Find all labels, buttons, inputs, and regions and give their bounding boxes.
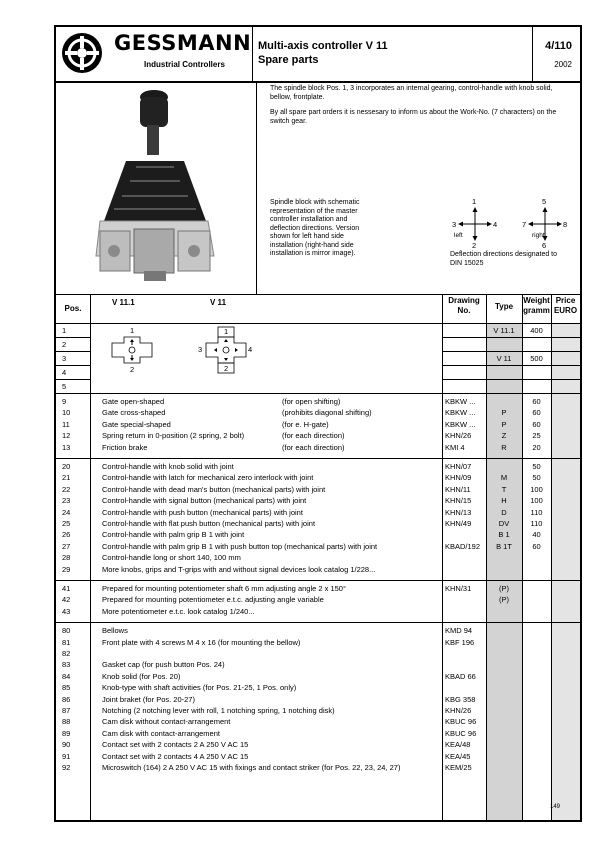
order-note: By all spare part orders it is nessesary to inform us about the Work-No. (7 characters) on the switch gear. xyxy=(270,109,557,125)
group-divider xyxy=(56,622,580,623)
row-pos: 24 xyxy=(62,507,71,517)
dir-label: 2 xyxy=(472,241,477,250)
v11-schematic xyxy=(196,325,256,375)
row-line xyxy=(56,365,90,366)
dir-label: 8 xyxy=(563,220,568,229)
row-description: Prepared for mounting potentiometer e.t.c. adjusting angle variable xyxy=(102,595,324,605)
row-pos: 85 xyxy=(62,683,71,693)
row-weight: 50 xyxy=(532,462,541,471)
row-drawing-no: KHN/49 xyxy=(445,519,472,528)
row-drawing-no: KBKW ... xyxy=(445,419,476,429)
row-drawing-no: KHN/11 xyxy=(445,484,471,494)
row-description: Cam disk with contact-arrangement xyxy=(102,728,220,738)
row-weight: 25 xyxy=(532,431,541,441)
row-pos: 42 xyxy=(62,595,71,605)
row-description: Control-handle with dead man's button (mechanical parts) with joint xyxy=(102,484,326,494)
row-description: Control-handle with push button (mechanical parts) with joint xyxy=(102,507,303,517)
row-description: Control-handle with palm grip B 1 with joint xyxy=(102,530,245,540)
row-description: Control-handle long or short 140, 100 mm xyxy=(102,553,241,563)
row-note: (for each direction) xyxy=(282,431,345,441)
row-pos: 84 xyxy=(62,671,71,681)
row-drawing-no: KHN/15 xyxy=(445,496,472,506)
row-pos: 2 xyxy=(62,340,67,349)
row-weight: 110 xyxy=(530,519,543,528)
row-type: Z xyxy=(501,431,507,441)
row-description: Notching (2 notching lever with roll, 1 notching spring, 1 notching disk) xyxy=(102,706,335,715)
row-description: Spring return in 0-position (2 spring, 2 bolt) xyxy=(102,431,245,441)
row-line xyxy=(442,337,580,338)
row-description: Contact set with 2 contacts 4 A 250 V AC 15 xyxy=(102,751,249,761)
row-drawing-no: KBF 196 xyxy=(445,637,475,647)
row-type: V 11 xyxy=(496,354,512,363)
row-pos: 28 xyxy=(62,553,71,563)
schema-label: 3 xyxy=(198,345,203,354)
row-drawing-no: KEA/45 xyxy=(445,751,471,761)
row-pos: 41 xyxy=(62,584,71,593)
row-weight: 60 xyxy=(532,419,541,429)
brand-subtitle: Industrial Controllers xyxy=(144,60,225,69)
row-line xyxy=(56,379,90,380)
row-note: (for each direction) xyxy=(282,442,345,452)
deflection-note: Deflection directions designated to DIN 15025 xyxy=(450,251,558,267)
dir-label: 5 xyxy=(542,197,547,206)
footer-page-number: 149 xyxy=(549,804,560,810)
row-pos: 9 xyxy=(62,397,67,406)
row-pos: 88 xyxy=(62,717,71,727)
title-cell xyxy=(252,27,533,81)
schema-label: 2 xyxy=(224,364,229,373)
row-drawing-no: KHN/09 xyxy=(445,473,472,483)
dir-label: 4 xyxy=(493,220,498,229)
col-v11: V 11 xyxy=(210,298,227,307)
row-description: Contact set with 2 contacts 2 A 250 V AC 15 xyxy=(102,740,249,750)
row-description: More knobs, grips and T-grips with and without signal devices look catalog 1/228... xyxy=(102,564,376,574)
row-pos: 81 xyxy=(62,637,71,647)
row-description: Gate cross-shaped xyxy=(102,408,166,418)
row-pos: 43 xyxy=(62,606,71,616)
col-pos: Pos. xyxy=(64,304,82,313)
row-description: Control-handle with knob solid with joint xyxy=(102,462,234,471)
col-weight: Weight xyxy=(523,296,550,305)
row-description: Front plate with 4 screws M 4 x 16 (for mounting the bellow) xyxy=(102,637,301,647)
row-type: R xyxy=(501,442,507,452)
row-pos: 26 xyxy=(62,530,71,540)
row-pos: 10 xyxy=(62,408,71,418)
row-drawing-no: KBUC 96 xyxy=(445,728,477,738)
dir-label: 6 xyxy=(542,241,547,250)
row-pos: 90 xyxy=(62,740,71,750)
row-type: D xyxy=(501,507,507,517)
row-drawing-no: KBKW ... xyxy=(445,397,476,406)
row-pos: 91 xyxy=(62,751,71,761)
row-drawing-no: KHN/26 xyxy=(445,431,472,441)
schema-label: 2 xyxy=(130,365,135,374)
col-weight-2: gramm xyxy=(523,306,550,315)
gessmann-logo xyxy=(62,33,102,73)
row-note: (for e. H-gate) xyxy=(282,419,329,429)
row-description: Prepared for mounting potentiometer shaft 6 mm adjusting angle 2 x 150° xyxy=(102,584,346,593)
row-type: M xyxy=(500,473,508,483)
column-divider xyxy=(442,294,443,820)
page-subtitle: Spare parts xyxy=(258,54,319,66)
page-number: 4/110 xyxy=(545,40,572,52)
row-pos: 5 xyxy=(62,382,67,391)
row-line xyxy=(442,351,580,352)
row-pos: 1 xyxy=(62,326,67,335)
column-divider xyxy=(486,294,487,820)
row-description: Cam disk without contact-arrangement xyxy=(102,717,231,727)
row-weight: 60 xyxy=(532,408,541,418)
row-pos: 27 xyxy=(62,541,71,551)
row-type: (P) xyxy=(499,595,509,605)
group-divider xyxy=(56,458,580,459)
row-weight: 100 xyxy=(530,496,543,506)
group-divider xyxy=(56,393,580,394)
row-pos: 4 xyxy=(62,368,67,377)
row-drawing-no: KEM/25 xyxy=(445,763,472,772)
row-description: Joint braket (for Pos. 20-27) xyxy=(102,694,195,704)
row-weight: 100 xyxy=(530,484,543,494)
row-drawing-no: KHN/13 xyxy=(445,507,472,517)
row-description: Bellows xyxy=(102,626,128,636)
row-type: DV xyxy=(498,519,510,528)
row-weight: 60 xyxy=(532,397,541,406)
row-description: Knob-type with shaft activities (for Pos. 21-25, 1 Pos. only) xyxy=(102,683,297,693)
page-header xyxy=(56,27,580,83)
row-drawing-no: KEA/48 xyxy=(445,740,471,750)
row-weight: 60 xyxy=(532,541,541,551)
year: 2002 xyxy=(554,60,572,69)
spindle-note: Spindle block with schematic representation of the master controller installation and deflection directions. Version shown for left hand side installation (right-hand side installation is mirror image). xyxy=(270,199,360,257)
schema-label: 4 xyxy=(248,345,253,354)
row-description: More potentiometer e.t.c. look catalog 1/240... xyxy=(102,606,255,616)
row-line xyxy=(442,365,580,366)
row-pos: 12 xyxy=(62,431,71,441)
row-drawing-no: KMD 94 xyxy=(445,626,473,636)
row-description: Control-handle with flat push button (mechanical parts) with joint xyxy=(102,519,316,528)
row-type: P xyxy=(501,408,507,418)
row-drawing-no: KBG 358 xyxy=(445,694,476,704)
row-description: Control-handle with palm grip B 1 with push button top (mechanical parts) with joint xyxy=(102,541,378,551)
row-drawing-no: KBAD 66 xyxy=(445,671,476,681)
page-number-cell xyxy=(532,27,580,81)
row-weight: 40 xyxy=(532,530,541,540)
row-pos: 13 xyxy=(62,442,71,452)
brand-name: GESSMANN xyxy=(114,31,252,55)
row-description: Gasket cap (for push button Pos. 24) xyxy=(102,660,225,670)
row-pos: 25 xyxy=(62,519,71,528)
row-pos: 29 xyxy=(62,564,71,574)
schema-label: 1 xyxy=(130,326,135,335)
direction-diagram-left xyxy=(448,199,502,249)
spare-parts-table xyxy=(56,294,580,820)
row-drawing-no: KBAD/192 xyxy=(445,541,481,551)
info-area xyxy=(256,81,580,295)
header-divider xyxy=(56,323,580,324)
row-weight: 20 xyxy=(532,442,541,452)
row-description: Friction brake xyxy=(102,442,148,452)
col-v111: V 11.1 xyxy=(112,298,135,307)
row-type: B 1 xyxy=(498,530,510,540)
row-pos: 3 xyxy=(62,354,67,363)
row-type: P xyxy=(501,419,507,429)
row-pos: 23 xyxy=(62,496,71,506)
row-line xyxy=(56,351,90,352)
row-type: T xyxy=(501,484,507,494)
col-price: Price xyxy=(555,296,576,305)
page-frame xyxy=(54,25,582,822)
column-divider xyxy=(551,294,552,820)
dir-label: 7 xyxy=(522,220,527,229)
col-price-2: EURO xyxy=(553,306,578,315)
row-pos: 22 xyxy=(62,484,71,494)
row-weight: 500 xyxy=(530,354,543,363)
column-divider xyxy=(90,294,91,820)
col-type: Type xyxy=(494,302,514,311)
row-description: Control-handle with latch for mechanical zero interlock with joint xyxy=(102,473,314,483)
row-note: (for open shifting) xyxy=(282,397,341,406)
row-description: Gate open-shaped xyxy=(102,397,165,406)
row-description: Knob solid (for Pos. 20) xyxy=(102,671,181,681)
v111-schematic xyxy=(108,325,156,375)
row-pos: 92 xyxy=(62,763,71,772)
col-drawing-2: No. xyxy=(457,306,471,315)
row-type: V 11.1 xyxy=(493,326,515,335)
row-drawing-no: KHN/26 xyxy=(445,706,472,715)
row-description: Gate special-shaped xyxy=(102,419,171,429)
row-drawing-no: KHN/07 xyxy=(445,462,472,471)
schema-label: 1 xyxy=(224,327,229,336)
row-description: Microswitch (164) 2 A 250 V AC 15 with fixings and contact striker (for Pos. 22, 23, 24, 27) xyxy=(102,763,401,772)
row-drawing-no: KMI 4 xyxy=(445,442,465,452)
column-divider xyxy=(522,294,523,820)
row-pos: 80 xyxy=(62,626,71,636)
row-pos: 21 xyxy=(62,473,71,483)
row-pos: 86 xyxy=(62,694,71,704)
group-divider xyxy=(56,580,580,581)
controller-photo xyxy=(56,81,256,294)
row-pos: 83 xyxy=(62,660,71,670)
row-type: H xyxy=(501,496,507,506)
row-type: (P) xyxy=(499,584,509,593)
dir-caption: left xyxy=(454,232,463,239)
row-pos: 20 xyxy=(62,462,71,471)
row-line xyxy=(442,379,580,380)
row-drawing-no: KHN/31 xyxy=(445,584,472,593)
row-line xyxy=(56,337,90,338)
dir-label: 3 xyxy=(452,220,457,229)
page-title: Multi-axis controller V 11 xyxy=(258,40,388,52)
row-pos: 89 xyxy=(62,728,71,738)
logo-cell xyxy=(56,27,253,81)
direction-diagram-right xyxy=(518,199,572,249)
dir-label: 1 xyxy=(472,197,477,206)
dir-caption: right xyxy=(532,232,545,239)
row-type: B 1T xyxy=(496,541,512,551)
row-drawing-no: KBKW ... xyxy=(445,408,476,418)
row-drawing-no: KBUC 96 xyxy=(445,717,477,727)
product-photo-area xyxy=(56,81,257,295)
row-pos: 11 xyxy=(62,419,70,429)
row-weight: 400 xyxy=(530,326,543,335)
row-pos: 82 xyxy=(62,649,71,658)
col-drawing: Drawing xyxy=(448,296,480,305)
row-weight: 110 xyxy=(530,507,543,517)
row-description: Control-handle with signal button (mechanical parts) with joint xyxy=(102,496,307,506)
type-column-shade xyxy=(486,323,522,820)
row-pos: 87 xyxy=(62,706,71,715)
intro-note: The spindle block Pos. 1, 3 incorporates an internal gearing, control-handle with knob solid, bellow, frontplate. xyxy=(270,85,553,101)
row-note: (prohibits diagonal shifting) xyxy=(282,408,372,418)
row-weight: 50 xyxy=(532,473,541,483)
